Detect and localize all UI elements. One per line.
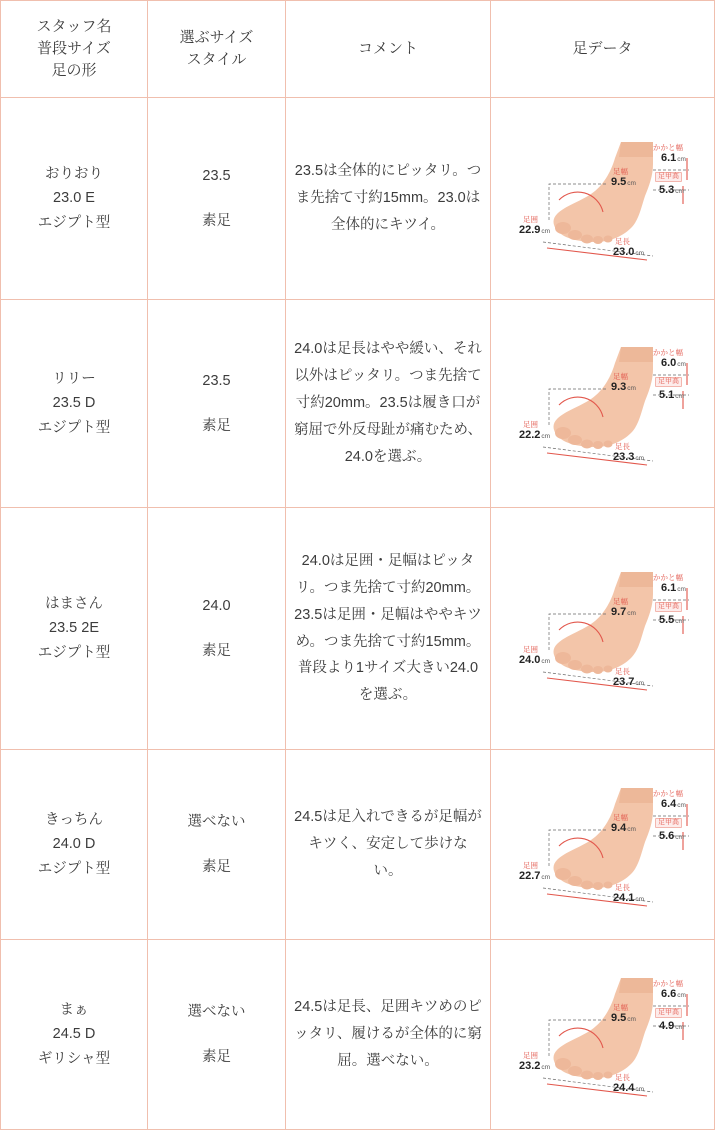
staff-usual-size: 23.5 2E	[49, 620, 99, 637]
instep-height-value: 5.5cm	[659, 613, 684, 626]
comment-cell: 24.5は足入れできるが足幅がキツく、安定して歩けない。	[286, 750, 491, 940]
foot-length-label: 足長	[615, 882, 630, 892]
staff-cell	[1, 750, 148, 940]
foot-diagram	[503, 960, 702, 1110]
instep-height-label: 足甲高	[655, 602, 682, 613]
staff-name: きっちん	[45, 811, 103, 828]
table-header-row	[1, 1, 715, 98]
foot-width-value: 9.5cm	[611, 1011, 636, 1024]
column-header-size	[148, 1, 286, 98]
table-row	[1, 508, 715, 750]
table-row	[1, 300, 715, 508]
wear-style: 素足	[202, 858, 231, 875]
foot-width-label: 足幅	[613, 371, 628, 381]
staff-foot-type: エジプト型	[37, 860, 111, 877]
chosen-size: 24.0	[202, 597, 231, 614]
instep-height-label: 足甲高	[655, 377, 682, 388]
chosen-size: 23.5	[202, 372, 231, 389]
comment-cell: 24.0は足囲・足幅はピッタリ。つま先捨て寸約20mm。23.5は足囲・足幅はややキツめ。つま先捨て寸約15mm。普段より1サイズ大きい24.0を選ぶ。	[286, 508, 491, 750]
staff-usual-size: 23.0 E	[53, 190, 95, 207]
foot-girth-label: 足囲	[523, 214, 538, 224]
heel-width-label: かかと幅	[653, 347, 683, 357]
heel-width-value: 6.1cm	[661, 151, 686, 164]
heel-width-value: 6.4cm	[661, 797, 686, 810]
staff-foot-type: ギリシャ型	[37, 1050, 111, 1067]
size-cell	[148, 300, 286, 508]
staff-usual-size: 23.5 D	[52, 395, 96, 412]
column-header-comment	[286, 1, 491, 98]
foot-diagram	[503, 329, 702, 479]
foot-data-cell	[491, 508, 715, 750]
staff-foot-type: エジプト型	[37, 419, 111, 436]
size-cell	[148, 750, 286, 940]
instep-height-label: 足甲高	[655, 172, 682, 183]
foot-girth-value: 22.7cm	[519, 869, 551, 882]
staff-name: まぁ	[59, 1001, 89, 1018]
heel-width-label: かかと幅	[653, 142, 683, 152]
foot-girth-value: 22.9cm	[519, 223, 551, 236]
staff-cell	[1, 940, 148, 1130]
header-line: 選ぶサイズ	[179, 29, 254, 47]
foot-length-label: 足長	[615, 666, 630, 676]
heel-width-label: かかと幅	[653, 572, 683, 582]
instep-height-label: 足甲高	[655, 1008, 682, 1019]
foot-width-value: 9.5cm	[611, 175, 636, 188]
foot-data-cell	[491, 940, 715, 1130]
foot-width-label: 足幅	[613, 812, 628, 822]
table-row	[1, 750, 715, 940]
wear-style: 素足	[202, 1048, 231, 1065]
foot-length-value: 24.1cm	[613, 891, 645, 904]
foot-data-cell	[491, 750, 715, 940]
foot-width-value: 9.3cm	[611, 380, 636, 393]
foot-diagram	[503, 124, 702, 274]
foot-girth-label: 足囲	[523, 1050, 538, 1060]
column-header-foot-data	[491, 1, 715, 98]
foot-length-label: 足長	[615, 1072, 630, 1082]
size-cell	[148, 940, 286, 1130]
comment-cell: 23.5は全体的にピッタリ。つま先捨て寸約15mm。23.0は全体的にキツイ。	[286, 98, 491, 300]
heel-width-label: かかと幅	[653, 788, 683, 798]
heel-width-label: かかと幅	[653, 978, 683, 988]
staff-foot-type: エジプト型	[37, 644, 111, 661]
staff-name: はまさん	[45, 595, 103, 612]
wear-style: 素足	[202, 417, 231, 434]
foot-girth-value: 23.2cm	[519, 1059, 551, 1072]
instep-height-value: 5.1cm	[659, 388, 684, 401]
foot-girth-label: 足囲	[523, 860, 538, 870]
foot-girth-label: 足囲	[523, 644, 538, 654]
heel-width-value: 6.0cm	[661, 356, 686, 369]
foot-length-value: 23.3cm	[613, 450, 645, 463]
chosen-size: 23.5	[202, 167, 231, 184]
table-row	[1, 98, 715, 300]
heel-width-value: 6.1cm	[661, 581, 686, 594]
instep-height-value: 5.3cm	[659, 183, 684, 196]
header-line: スタッフ名	[36, 18, 112, 36]
staff-usual-size: 24.5 D	[52, 1026, 96, 1043]
foot-data-cell	[491, 98, 715, 300]
instep-height-label: 足甲高	[655, 818, 682, 829]
header-line: 足データ	[572, 40, 633, 58]
chosen-size: 選べない	[187, 813, 246, 830]
header-line: 普段サイズ	[37, 40, 111, 58]
comment-cell: 24.0は足長はやや緩い、それ以外はピッタリ。つま先捨て寸約20mm。23.5は履き口が窮屈で外反母趾が痛むため、24.0を選ぶ。	[286, 300, 491, 508]
table-body	[1, 98, 715, 1130]
foot-girth-value: 22.2cm	[519, 428, 551, 441]
table-header	[1, 1, 715, 98]
staff-cell	[1, 98, 148, 300]
staff-foot-type: エジプト型	[37, 214, 111, 231]
foot-width-value: 9.4cm	[611, 821, 636, 834]
foot-girth-value: 24.0cm	[519, 653, 551, 666]
staff-name: リリー	[52, 370, 96, 387]
foot-diagram	[503, 554, 702, 704]
foot-width-label: 足幅	[613, 166, 628, 176]
header-line: スタイル	[186, 51, 247, 68]
size-cell	[148, 508, 286, 750]
foot-length-label: 足長	[615, 441, 630, 451]
wear-style: 素足	[202, 642, 231, 659]
staff-cell	[1, 300, 148, 508]
size-cell	[148, 98, 286, 300]
foot-width-label: 足幅	[613, 596, 628, 606]
staff-name: おりおり	[45, 165, 103, 182]
column-header-staff	[1, 1, 148, 98]
foot-length-value: 24.4cm	[613, 1081, 645, 1094]
foot-girth-label: 足囲	[523, 419, 538, 429]
foot-length-label: 足長	[615, 236, 630, 246]
staff-cell	[1, 508, 148, 750]
staff-usual-size: 24.0 D	[52, 836, 96, 853]
foot-diagram	[503, 770, 702, 920]
instep-height-value: 4.9cm	[659, 1019, 684, 1032]
chosen-size: 選べない	[187, 1003, 246, 1020]
foot-width-label: 足幅	[613, 1002, 628, 1012]
foot-data-cell	[491, 300, 715, 508]
foot-width-value: 9.7cm	[611, 605, 636, 618]
table-row	[1, 940, 715, 1130]
header-line: コメント	[357, 40, 418, 58]
heel-width-value: 6.6cm	[661, 987, 686, 1000]
header-line: 足の形	[51, 61, 97, 79]
foot-length-value: 23.7cm	[613, 675, 645, 688]
foot-length-value: 23.0cm	[613, 245, 645, 258]
instep-height-value: 5.6cm	[659, 829, 684, 842]
comment-cell: 24.5は足長、足囲キツめのピッタリ、履けるが全体的に窮屈。選べない。	[286, 940, 491, 1130]
wear-style: 素足	[202, 212, 231, 229]
